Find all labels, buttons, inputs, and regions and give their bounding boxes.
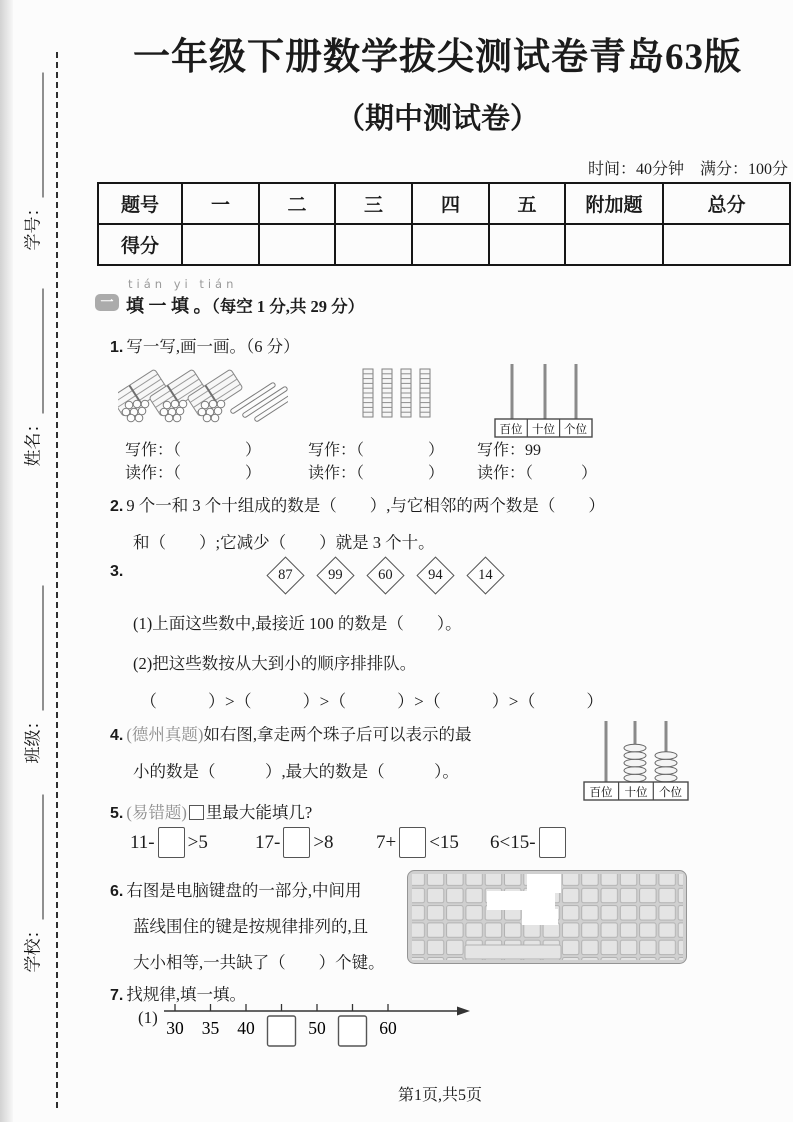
diamond-number bbox=[366, 556, 404, 594]
score-empty-cell bbox=[489, 224, 565, 265]
question-7-body: 找规律,填一填。 bbox=[126, 985, 246, 1004]
inequality-expression bbox=[255, 827, 334, 858]
expr-left: 6<15- bbox=[490, 831, 536, 853]
diamond-value: 94 bbox=[428, 567, 443, 583]
question-7-number: 7. bbox=[110, 987, 124, 1004]
score-empty-cell bbox=[259, 224, 335, 265]
tick-label: 35 bbox=[201, 1018, 220, 1038]
section-score-note: （每空 1 分,共 29 分） bbox=[211, 297, 365, 316]
question-1-number: 1. bbox=[110, 339, 124, 356]
question-3-sub2: (2)把这些数按从大到小的顺序排排队。 bbox=[133, 654, 417, 673]
ones-beads bbox=[655, 752, 677, 782]
abacus-with-beads-illustration bbox=[578, 716, 690, 802]
diamond-number bbox=[266, 556, 304, 594]
student-id-label: 学号： bbox=[23, 199, 43, 251]
paper-subtitle: （期中测试卷） bbox=[335, 103, 539, 135]
score-empty-cell bbox=[182, 224, 259, 265]
name-write-line bbox=[28, 289, 44, 414]
score-header-cell: 四 bbox=[412, 183, 489, 224]
question-4-number: 4. bbox=[110, 727, 124, 744]
question-1-body: 写一写,画一画。（6 分） bbox=[126, 337, 300, 356]
school-label: 学校： bbox=[23, 921, 43, 973]
question-5-number: 5. bbox=[110, 805, 124, 822]
inline-blank-box bbox=[189, 805, 204, 820]
inequality-expression bbox=[130, 827, 208, 858]
paper-title: 一年级下册数学拔尖测试卷青岛63版 bbox=[133, 37, 742, 78]
q1-col3-read: 读作：（ ） bbox=[477, 465, 598, 482]
diamond-value: 87 bbox=[278, 567, 293, 583]
place-label-hundreds: 百位 bbox=[589, 787, 613, 799]
answer-box bbox=[399, 827, 426, 858]
question-1-text bbox=[110, 333, 300, 357]
section-one-badge-icon: 一 bbox=[95, 294, 119, 311]
expr-left: 17- bbox=[255, 831, 281, 853]
diamond-value: 60 bbox=[378, 567, 393, 583]
expr-left: 11- bbox=[130, 831, 155, 853]
answer-box bbox=[539, 827, 566, 858]
score-header-cell: 三 bbox=[335, 183, 412, 224]
school-write-line bbox=[28, 795, 44, 920]
diamond-number bbox=[416, 556, 454, 594]
question-2-line1 bbox=[110, 492, 605, 516]
tick-label: 40 bbox=[237, 1018, 255, 1038]
question-3-sub1: (1)上面这些数中,最接近 100 的数是（ ）。 bbox=[133, 614, 462, 633]
q1-col2-write: 写作：（ ） bbox=[308, 442, 445, 459]
place-label-ones: 个位 bbox=[659, 787, 682, 799]
question-5-body: 里最大能填几? bbox=[205, 803, 313, 822]
q1-col3-write: 写作：99 bbox=[477, 442, 542, 459]
question-2-line2: 和（ ）;它减少（ ）就是 3 个十。 bbox=[133, 533, 435, 552]
question-6-number: 6. bbox=[110, 883, 124, 900]
score-header-cell: 二 bbox=[259, 183, 335, 224]
answer-box bbox=[158, 827, 185, 858]
score-empty-cell bbox=[565, 224, 663, 265]
question-6-line3: 大小相等,一共缺了（ ）个键。 bbox=[133, 953, 385, 972]
inequality-expression bbox=[490, 827, 569, 858]
expr-left: 7+ bbox=[376, 831, 397, 853]
answer-box bbox=[268, 1016, 296, 1046]
paper-scan-edge bbox=[0, 0, 13, 1122]
page-footer: 第1页,共5页 bbox=[397, 1087, 482, 1104]
score-header-cell: 五 bbox=[489, 183, 565, 224]
abacus-empty-illustration bbox=[494, 358, 594, 438]
sealing-dashed-line bbox=[56, 52, 58, 1108]
question-4-body1: 如右图,拿走两个珠子后可以表示的最 bbox=[203, 725, 472, 744]
class-label: 班级： bbox=[23, 712, 43, 764]
place-label-hundreds: 百位 bbox=[499, 424, 523, 436]
place-label-tens: 十位 bbox=[532, 424, 555, 436]
school-field bbox=[19, 795, 44, 973]
diamond-numbers-row bbox=[272, 562, 499, 589]
expr-right: <15 bbox=[429, 831, 459, 853]
answer-box bbox=[339, 1016, 367, 1046]
score-table-header-row bbox=[98, 183, 790, 224]
question-5-line bbox=[110, 799, 312, 823]
score-table bbox=[97, 182, 791, 266]
tens-beads bbox=[624, 744, 646, 782]
question-2-body1: 9 个一和 3 个十组成的数是（ ）,与它相邻的两个数是（ ） bbox=[126, 496, 605, 515]
question-6-line1 bbox=[110, 877, 361, 901]
arrow-head-icon bbox=[457, 1007, 470, 1016]
inequality-expression bbox=[376, 827, 459, 858]
q1-col1-write: 写作：（ ） bbox=[125, 442, 262, 459]
place-label-tens: 十位 bbox=[624, 787, 648, 799]
ten-rods-illustration bbox=[352, 364, 444, 424]
name-label: 姓名： bbox=[23, 415, 43, 467]
tick-label: 60 bbox=[379, 1018, 397, 1038]
diamond-number bbox=[466, 556, 504, 594]
diamond-value: 99 bbox=[328, 567, 343, 583]
question-6-body1: 右图是电脑键盘的一部分,中间用 bbox=[126, 881, 362, 900]
question-6-line2: 蓝线围住的键是按规律排列的,且 bbox=[133, 917, 369, 936]
spacebar-key bbox=[465, 945, 561, 959]
section-one-title bbox=[126, 292, 364, 318]
place-label-ones: 个位 bbox=[564, 424, 587, 436]
question-4-line2: 小的数是（ ）,最大的数是（ ）。 bbox=[133, 762, 459, 781]
section-pinyin: tián yi tián bbox=[128, 277, 238, 291]
question-7-sub-label: (1) bbox=[138, 1008, 158, 1027]
score-empty-cell bbox=[412, 224, 489, 265]
time-score-info: 时间：40分钟 满分：100分 bbox=[587, 161, 788, 178]
q1-col2-read: 读作：（ ） bbox=[308, 465, 445, 482]
diamond-number bbox=[316, 556, 354, 594]
score-row-label: 得分 bbox=[98, 224, 182, 265]
section-title-text: 填 一 填 。 bbox=[126, 296, 212, 316]
score-header-cell: 题号 bbox=[98, 183, 182, 224]
name-field bbox=[19, 289, 44, 467]
student-id-write-line bbox=[28, 73, 44, 198]
class-field bbox=[19, 586, 44, 764]
q1-col1-read: 读作：（ ） bbox=[125, 465, 262, 482]
question-5-tag: (易错题) bbox=[126, 803, 187, 822]
score-empty-cell bbox=[663, 224, 790, 265]
number-line-illustration bbox=[160, 994, 475, 1056]
stick-bundles-illustration bbox=[118, 356, 288, 440]
expr-right: >5 bbox=[187, 831, 208, 853]
score-header-cell: 附加题 bbox=[565, 183, 663, 224]
tick-label: 50 bbox=[308, 1018, 326, 1038]
expr-right: >8 bbox=[313, 831, 334, 853]
question-4-line1 bbox=[110, 721, 471, 745]
diamond-value: 14 bbox=[478, 567, 493, 583]
question-3-number bbox=[110, 561, 126, 581]
student-id-field bbox=[19, 73, 44, 251]
keyboard-illustration bbox=[407, 870, 689, 966]
tick-label: 30 bbox=[166, 1018, 184, 1038]
score-header-cell: 一 bbox=[182, 183, 259, 224]
answer-box bbox=[283, 827, 310, 858]
question-4-source-tag: (德州真题) bbox=[126, 725, 204, 744]
question-2-number: 2. bbox=[110, 498, 124, 515]
score-table-score-row bbox=[98, 224, 790, 265]
score-header-cell: 总分 bbox=[663, 183, 790, 224]
class-write-line bbox=[28, 586, 44, 711]
score-empty-cell bbox=[335, 224, 412, 265]
question-3-order-line: （ ）>（ ）>（ ）>（ ）>（ ） bbox=[140, 692, 604, 711]
question-3-number-text: 3. bbox=[110, 563, 124, 580]
